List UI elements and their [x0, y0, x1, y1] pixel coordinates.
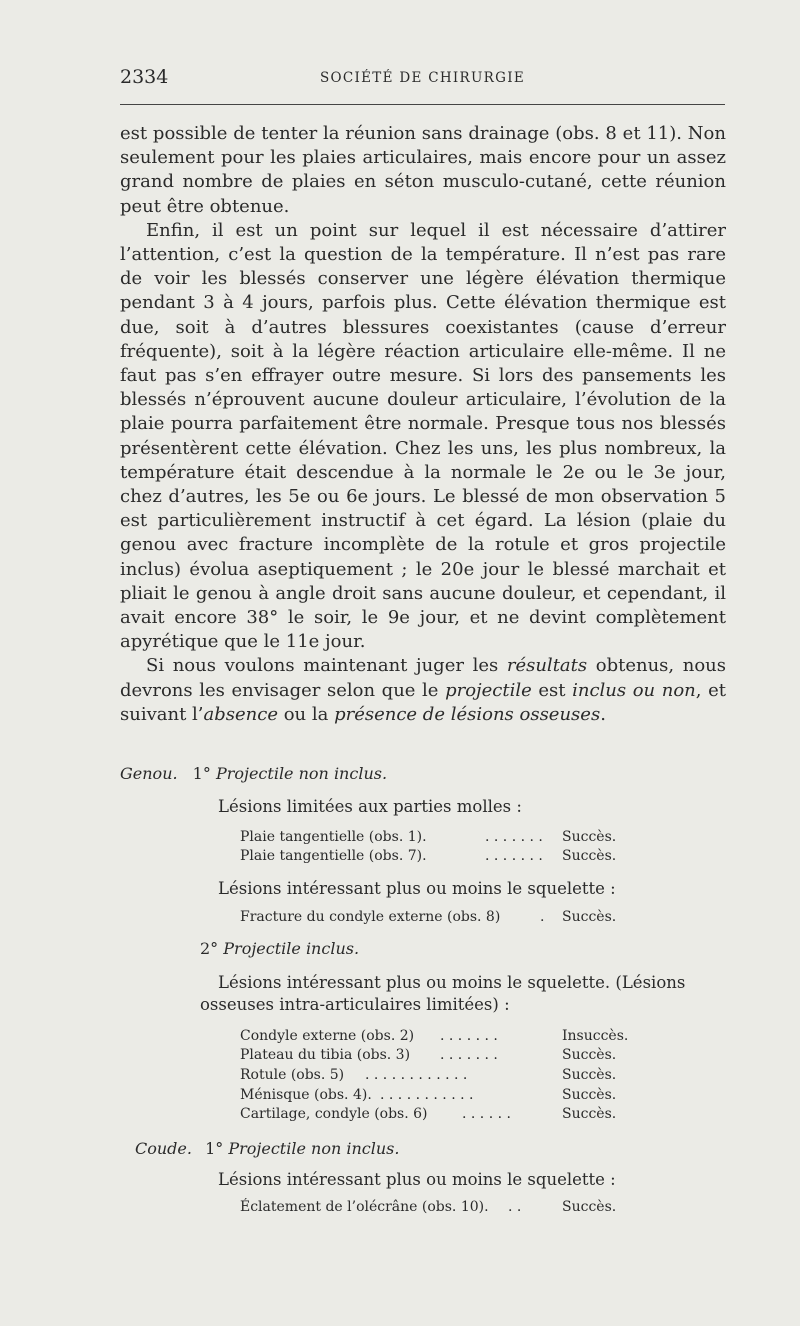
page-number: 2334 — [120, 66, 169, 88]
genou-s2-heading: 2° Projectile inclus. — [200, 939, 360, 958]
running-title: SOCIÉTÉ DE CHIRURGIE — [319, 70, 526, 86]
list-item: Fracture du condyle externe (obs. 8) . Succès. — [240, 909, 617, 925]
genou-label: Genou. — [120, 764, 178, 783]
list-item: Plaie tangentielle (obs. 7). . . . . . . . Succès. — [240, 848, 617, 864]
paragraph-2: Enfin, il est un point sur lequel il est nécessaire d’attirer l’attention, c’est la question de la température. Il n’est pas rare de voir les blessés conserver une légère élévation thermique pendant 3 à 4 jours, parfois plus. Cette élévation thermique est due, soit à d’autres blessures coexistantes (cause d’erreur fréquente), soit à la légère réaction articulaire elle-même. Il ne faut pas s’en effrayer outre mesure. Si lors des pansements les blessés n’éprouvent aucune douleur articulaire, l’évolution de la plaie pourra parfaitement être normale. Presque tous nos blessés présentèrent cette élévation. Chez les uns, les plus nombreux, la température était descendue à la normale le 2e ou le 3e jour, chez d’autres, les 5e ou 6e jours. Le blessé de mon observation 5 est particulièrement instructif à cet égard. La lésion (plaie du genou avec fracture incomplète de la rotule et gros projectile inclus) évolua aseptiquement ; le 20e jour le blessé marchait et pliait le genou à angle droit sans aucune douleur, et cependant, il avait encore 38° le soir, le 9e jour, et ne devint complètement apyrétique que le 11e jour. — [120, 219, 726, 653]
list-item: Plateau du tibia (obs. 3) . . . . . . . Succès. — [240, 1047, 617, 1063]
coude-label: Coude. — [135, 1139, 192, 1158]
list-item: Condyle externe (obs. 2) . . . . . . . Insuccès. — [240, 1028, 629, 1044]
page-header — [120, 66, 725, 90]
coude-heading: Coude. 1° Projectile non inclus. — [135, 1139, 400, 1158]
paragraph-3: Si nous voulons maintenant juger les résultats obtenus, nous devrons les envisager selon que le projectile est inclus ou non, et suivant l’absence ou la présence de lésions osseuses. — [120, 655, 726, 725]
list-item: Plaie tangentielle (obs. 1). . . . . . . . Succès. — [240, 829, 617, 845]
genou-s2-title: Projectile inclus. — [223, 939, 360, 958]
genou-heading: Genou. 1° Projectile non inclus. — [120, 764, 388, 783]
header-rule — [120, 104, 725, 105]
paragraph-1: est possible de tenter la réunion sans drainage (obs. 8 et 11). Non seulement pour les plaies articulaires, mais encore pour un assez grand nombre de plaies en séton musculo-cutané, cette réunion peut être obtenue. — [120, 123, 726, 217]
list-item: Ménisque (obs. 4). . . . . . . . . . . . Succès. — [240, 1087, 617, 1103]
list-item: Cartilage, condyle (obs. 6) . . . . . . Succès. — [240, 1106, 617, 1122]
list-item: Éclatement de l’olécrâne (obs. 10). . . Succès. — [240, 1199, 617, 1215]
coude-title: Projectile non inclus. — [228, 1139, 400, 1158]
genou-s2-sub-b: osseuses intra-articulaires limitées) : — [200, 995, 510, 1014]
coude-sub: Lésions intéressant plus ou moins le squelette : — [218, 1170, 616, 1189]
list-item: Rotule (obs. 5) . . . . . . . . . . . . Succès. — [240, 1067, 617, 1083]
genou-s1-sub2: Lésions intéressant plus ou moins le squelette : — [218, 879, 616, 898]
genou-s1-title: Projectile non inclus. — [215, 764, 388, 783]
genou-s2-sub-a: Lésions intéressant plus ou moins le squelette. (Lésions — [218, 973, 686, 992]
genou-s1-sub1: Lésions limitées aux parties molles : — [218, 797, 522, 816]
body-text — [120, 122, 726, 727]
